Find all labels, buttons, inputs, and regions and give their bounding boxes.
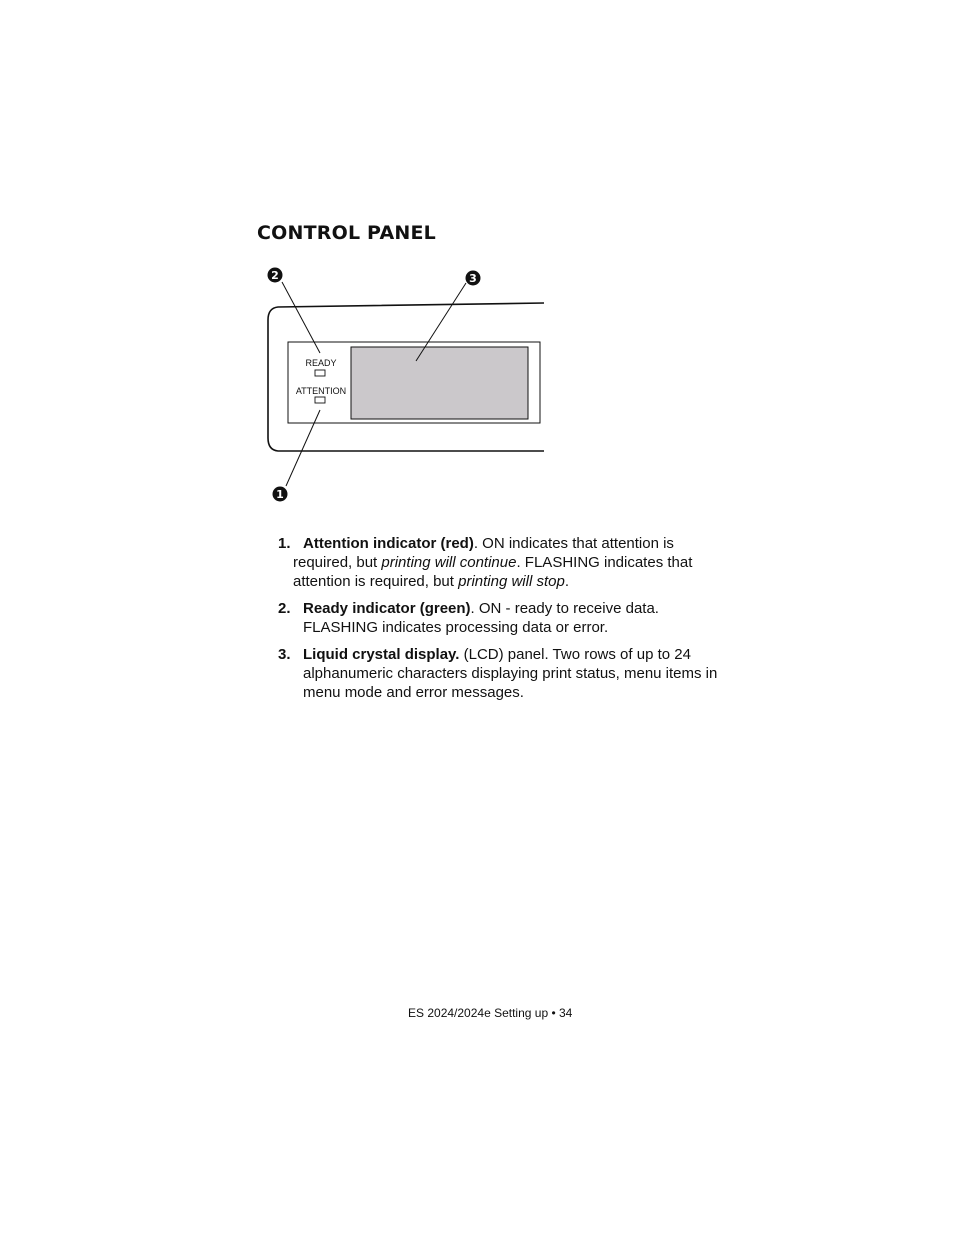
item-text: (LCD) panel. Two rows of up to 24 — [459, 646, 691, 663]
item-number: 3. — [278, 646, 291, 663]
lcd-screen — [351, 347, 528, 419]
ready-led — [315, 370, 325, 376]
item-number: 1. — [278, 535, 291, 552]
list-item — [278, 599, 748, 637]
section-heading: CONTROL PANEL — [257, 222, 436, 244]
item-text: . ON - ready to receive data. — [470, 600, 659, 617]
item-text: menu mode and error messages. — [303, 684, 524, 701]
control-panel-diagram — [258, 262, 558, 512]
callout-2-label: 2 — [271, 269, 279, 282]
item-text: . FLASHING indicates that — [516, 554, 693, 571]
list-item — [278, 645, 748, 702]
item-lead: Ready indicator (green) — [303, 600, 471, 617]
list-item — [278, 534, 748, 591]
item-text: . — [564, 573, 569, 590]
attention-led — [315, 397, 325, 403]
item-emphasis: printing will stop — [458, 573, 565, 590]
item-lead: Liquid crystal display. — [303, 646, 460, 663]
item-text: . ON indicates that attention is — [473, 535, 674, 552]
callout-3-label: 3 — [469, 272, 477, 285]
item-text: required, but — [293, 554, 382, 571]
item-text: FLASHING indicates processing data or error. — [303, 619, 609, 636]
indicator-list — [278, 534, 748, 710]
item-text: attention is required, but — [293, 573, 459, 590]
attention-label: ATTENTION — [295, 386, 347, 396]
leader-line-1 — [286, 410, 320, 486]
ready-label: READY — [305, 358, 337, 368]
item-lead: Attention indicator (red) — [303, 535, 474, 552]
item-number: 2. — [278, 600, 291, 617]
control-panel-figure — [258, 262, 558, 512]
callout-1-label: 1 — [276, 488, 284, 501]
item-emphasis: printing will continue — [381, 554, 517, 571]
page-footer: ES 2024/2024e Setting up • 34 — [408, 1006, 573, 1020]
item-text: alphanumeric characters displaying print status, menu items in — [303, 665, 718, 682]
